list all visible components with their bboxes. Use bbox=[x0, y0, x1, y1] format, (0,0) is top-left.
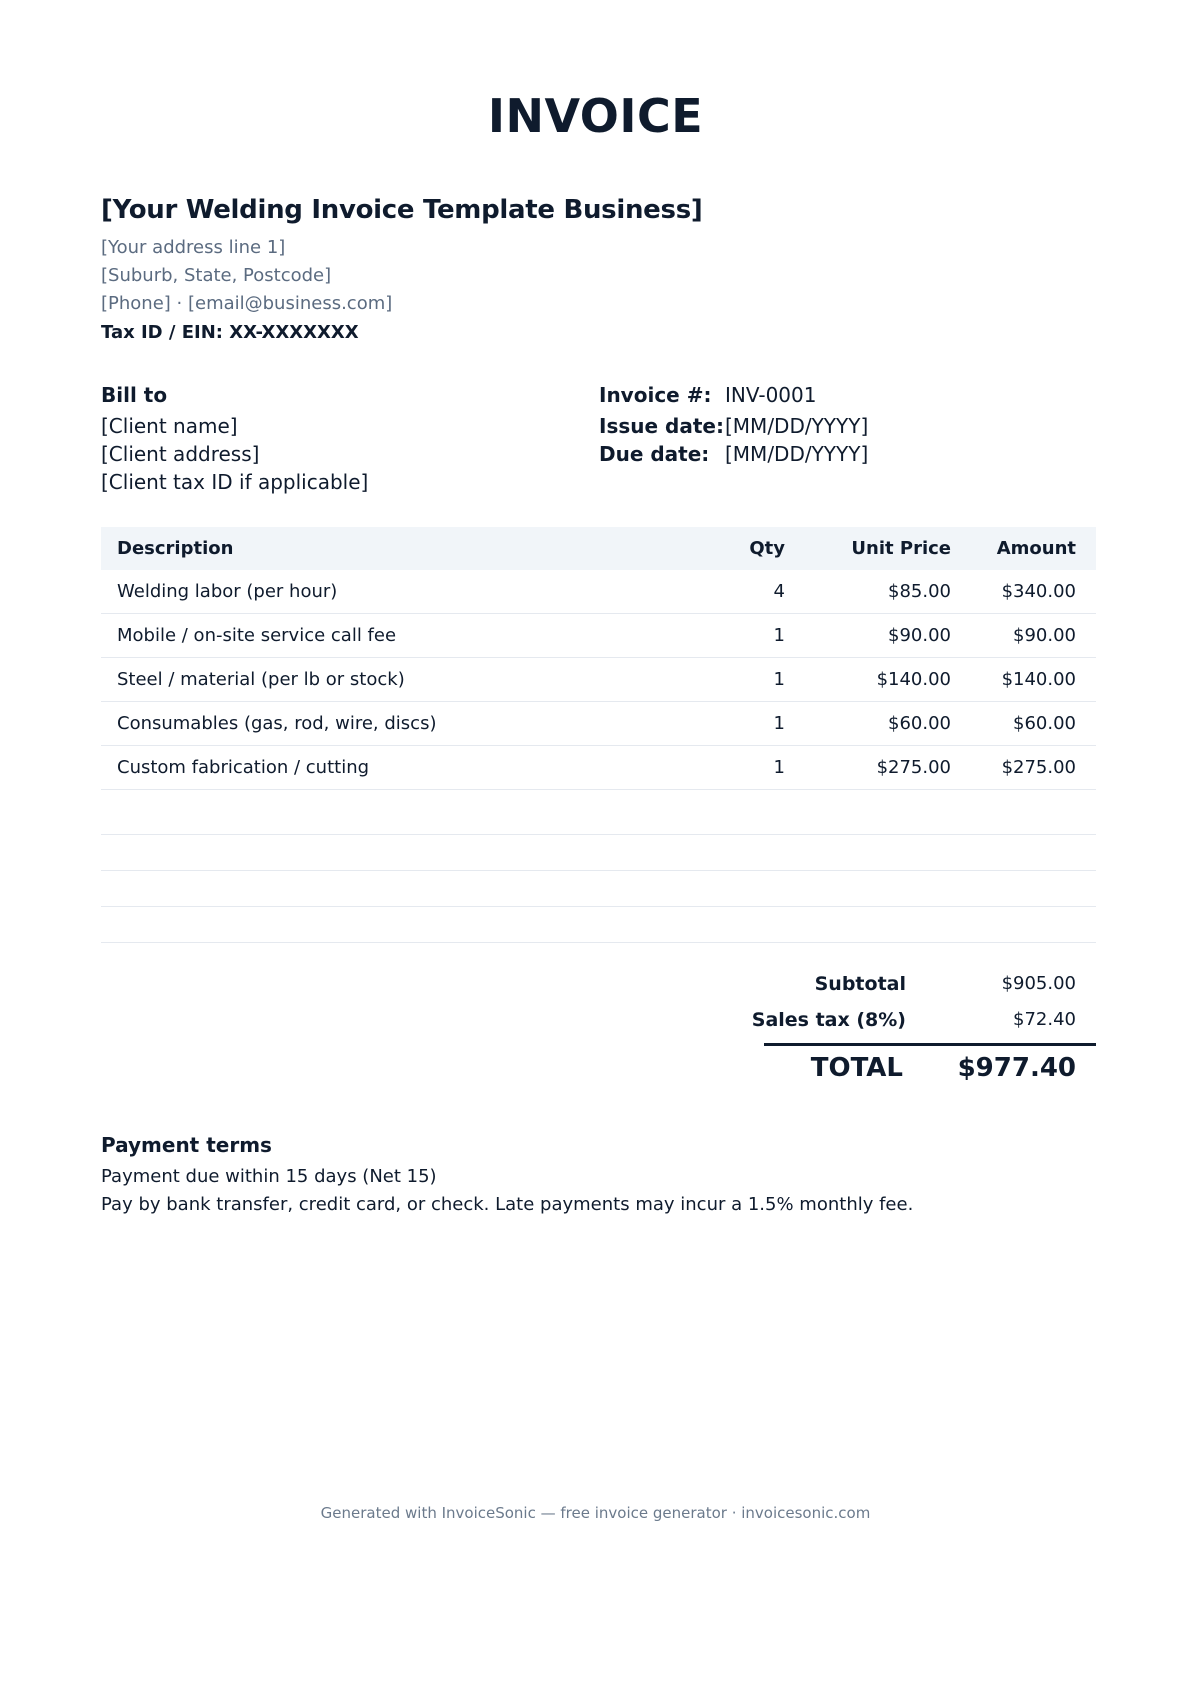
row-unit-price: $60.00 bbox=[888, 713, 951, 734]
total-label: TOTAL bbox=[810, 1053, 903, 1083]
due-date-value: [MM/DD/YYYY] bbox=[725, 442, 869, 466]
invoice-number-value: INV-0001 bbox=[725, 383, 817, 407]
row-amount: $90.00 bbox=[1013, 625, 1076, 646]
row-qty: 4 bbox=[773, 581, 785, 602]
row-unit-price: $275.00 bbox=[876, 757, 951, 778]
client-tax-id: [Client tax ID if applicable] bbox=[101, 470, 369, 494]
row-qty: 1 bbox=[773, 713, 785, 734]
row-qty: 1 bbox=[773, 757, 785, 778]
column-header-unit-price: Unit Price bbox=[851, 538, 951, 559]
empty-table-row bbox=[101, 907, 1096, 943]
payment-terms-line2: Pay by bank transfer, credit card, or check. Late payments may incur a 1.5% monthly fee. bbox=[101, 1194, 914, 1215]
column-header-qty: Qty bbox=[749, 538, 785, 559]
issue-date-label: Issue date: bbox=[599, 414, 724, 438]
sales-tax-label: Sales tax (8%) bbox=[751, 1009, 906, 1031]
table-header bbox=[101, 527, 1096, 570]
row-qty: 1 bbox=[773, 669, 785, 690]
sales-tax-value: $72.40 bbox=[1013, 1009, 1076, 1030]
business-contact: [Phone] · [email@business.com] bbox=[101, 293, 393, 314]
client-name: [Client name] bbox=[101, 414, 238, 438]
row-unit-price: $140.00 bbox=[876, 669, 951, 690]
table-row bbox=[101, 746, 1096, 790]
business-address-line1: [Your address line 1] bbox=[101, 237, 286, 258]
total-divider bbox=[764, 1043, 1096, 1046]
issue-date-value: [MM/DD/YYYY] bbox=[725, 414, 869, 438]
payment-terms-line1: Payment due within 15 days (Net 15) bbox=[101, 1166, 437, 1187]
page-title: INVOICE bbox=[487, 89, 704, 143]
business-address-line2: [Suburb, State, Postcode] bbox=[101, 265, 332, 286]
empty-table-row bbox=[101, 790, 1096, 835]
column-header-description: Description bbox=[117, 538, 234, 559]
bill-to-heading: Bill to bbox=[101, 383, 168, 407]
empty-table-row bbox=[101, 835, 1096, 871]
row-description: Welding labor (per hour) bbox=[117, 581, 338, 602]
subtotal-label: Subtotal bbox=[814, 973, 906, 995]
row-amount: $60.00 bbox=[1013, 713, 1076, 734]
invoice-number-label: Invoice #: bbox=[599, 383, 712, 407]
payment-terms-heading: Payment terms bbox=[101, 1133, 272, 1157]
row-amount: $140.00 bbox=[1001, 669, 1076, 690]
empty-table-row bbox=[101, 871, 1096, 907]
total-value: $977.40 bbox=[957, 1053, 1076, 1083]
table-row bbox=[101, 702, 1096, 746]
footer-note: Generated with InvoiceSonic — free invoice generator · invoicesonic.com bbox=[320, 1504, 871, 1522]
business-tax-id: Tax ID / EIN: XX-XXXXXXX bbox=[101, 322, 359, 343]
business-name: [Your Welding Invoice Template Business] bbox=[101, 195, 703, 225]
table-row bbox=[101, 658, 1096, 702]
row-description: Steel / material (per lb or stock) bbox=[117, 669, 405, 690]
column-header-amount: Amount bbox=[996, 538, 1076, 559]
row-amount: $275.00 bbox=[1001, 757, 1076, 778]
row-amount: $340.00 bbox=[1001, 581, 1076, 602]
line-items-table bbox=[101, 527, 1096, 943]
table-row bbox=[101, 570, 1096, 614]
row-qty: 1 bbox=[773, 625, 785, 646]
row-description: Custom fabrication / cutting bbox=[117, 757, 370, 778]
due-date-label: Due date: bbox=[599, 442, 710, 466]
row-description: Mobile / on-site service call fee bbox=[117, 625, 397, 646]
subtotal-value: $905.00 bbox=[1001, 973, 1076, 994]
row-description: Consumables (gas, rod, wire, discs) bbox=[117, 713, 437, 734]
row-unit-price: $90.00 bbox=[888, 625, 951, 646]
client-address: [Client address] bbox=[101, 442, 260, 466]
row-unit-price: $85.00 bbox=[888, 581, 951, 602]
table-row bbox=[101, 614, 1096, 658]
